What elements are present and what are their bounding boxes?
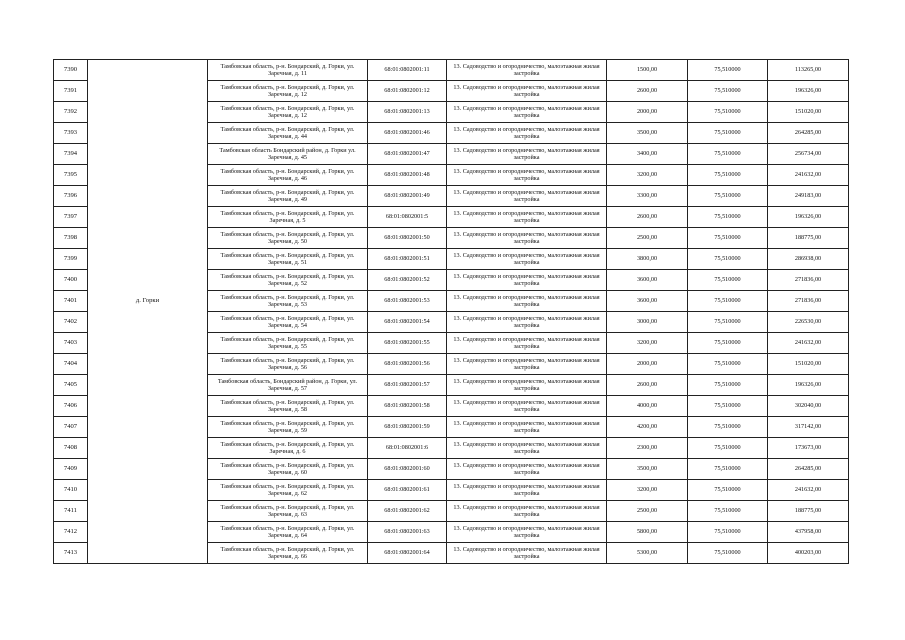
area-cell: 2600,00 bbox=[607, 81, 688, 102]
address-cell: Тамбовская область, р-н. Бондарский, д. Горки, ул. Заречная, д. 12 bbox=[208, 81, 368, 102]
locality-cell-empty bbox=[88, 396, 208, 417]
land-use-cell: 13. Садоводство и огородничество, малоэтажная жилая застройка bbox=[447, 291, 607, 312]
area-cell: 3800,00 bbox=[607, 249, 688, 270]
table-row bbox=[54, 144, 849, 165]
cadastral-number-cell: 68:01:0802001:12 bbox=[368, 81, 447, 102]
specific-value-cell: 75,510000 bbox=[688, 291, 768, 312]
specific-value-cell: 75,510000 bbox=[688, 354, 768, 375]
cadastral-number-cell: 68:01:0802001:51 bbox=[368, 249, 447, 270]
row-number-cell: 7402 bbox=[54, 312, 88, 333]
specific-value-cell: 75,510000 bbox=[688, 417, 768, 438]
address-cell: Тамбовская область, р-н. Бондарский, д. Горки, ул. Заречная, д. 54 bbox=[208, 312, 368, 333]
locality-cell-empty bbox=[88, 438, 208, 459]
specific-value-cell: 75,510000 bbox=[688, 186, 768, 207]
address-cell: Тамбовская область, р-н. Бондарский, д. Горки, ул. Заречная, д. 5 bbox=[208, 207, 368, 228]
row-number-cell: 7392 bbox=[54, 102, 88, 123]
address-cell: Тамбовская область, р-н. Бондарский, д. Горки, ул. Заречная, д. 44 bbox=[208, 123, 368, 144]
address-cell: Тамбовская область, р-н. Бондарский, д. Горки, ул. Заречная, д. 63 bbox=[208, 501, 368, 522]
table-row bbox=[54, 522, 849, 543]
cadastral-number-cell: 68:01:0802001:62 bbox=[368, 501, 447, 522]
cadastral-value-cell: 196326,00 bbox=[768, 81, 849, 102]
table-row bbox=[54, 501, 849, 522]
row-number-cell: 7400 bbox=[54, 270, 88, 291]
area-cell: 2300,00 bbox=[607, 438, 688, 459]
area-cell: 3200,00 bbox=[607, 480, 688, 501]
cadastral-value-cell: 151020,00 bbox=[768, 354, 849, 375]
cadastral-value-cell: 196326,00 bbox=[768, 207, 849, 228]
area-cell: 2600,00 bbox=[607, 375, 688, 396]
locality-cell-empty bbox=[88, 417, 208, 438]
cadastral-number-cell: 68:01:0802001:6 bbox=[368, 438, 447, 459]
area-cell: 5300,00 bbox=[607, 543, 688, 564]
area-cell: 3600,00 bbox=[607, 291, 688, 312]
cadastral-number-cell: 68:01:0802001:13 bbox=[368, 102, 447, 123]
address-cell: Тамбовская область, р-н. Бондарский, д. Горки, ул. Заречная, д. 55 bbox=[208, 333, 368, 354]
specific-value-cell: 75,510000 bbox=[688, 144, 768, 165]
specific-value-cell: 75,510000 bbox=[688, 312, 768, 333]
land-use-cell: 13. Садоводство и огородничество, малоэтажная жилая застройка bbox=[447, 459, 607, 480]
address-cell: Тамбовская область, р-н. Бондарский, д. Горки, ул. Заречная, д. 53 bbox=[208, 291, 368, 312]
address-cell: Тамбовская область, р-н. Бондарский, д. Горки, ул. Заречная, д. 56 bbox=[208, 354, 368, 375]
cadastral-number-cell: 68:01:0802001:50 bbox=[368, 228, 447, 249]
area-cell: 5800,00 bbox=[607, 522, 688, 543]
area-cell: 2000,00 bbox=[607, 102, 688, 123]
cadastral-number-cell: 68:01:0802001:49 bbox=[368, 186, 447, 207]
specific-value-cell: 75,510000 bbox=[688, 249, 768, 270]
cadastral-value-cell: 264285,00 bbox=[768, 459, 849, 480]
locality-cell-empty bbox=[88, 375, 208, 396]
address-cell: Тамбовская область, р-н. Бондарский, д. Горки, ул. Заречная, д. 59 bbox=[208, 417, 368, 438]
address-cell: Тамбовская область Бондарский район, д. Горки ул. Заречная, д. 45 bbox=[208, 144, 368, 165]
land-use-cell: 13. Садоводство и огородничество, малоэтажная жилая застройка bbox=[447, 375, 607, 396]
table-row bbox=[54, 480, 849, 501]
specific-value-cell: 75,510000 bbox=[688, 396, 768, 417]
area-cell: 2500,00 bbox=[607, 501, 688, 522]
land-use-cell: 13. Садоводство и огородничество, малоэтажная жилая застройка bbox=[447, 333, 607, 354]
table-row bbox=[54, 354, 849, 375]
area-cell: 3000,00 bbox=[607, 312, 688, 333]
land-use-cell: 13. Садоводство и огородничество, малоэтажная жилая застройка bbox=[447, 396, 607, 417]
locality-cell-empty bbox=[88, 501, 208, 522]
locality-cell-empty bbox=[88, 102, 208, 123]
specific-value-cell: 75,510000 bbox=[688, 375, 768, 396]
specific-value-cell: 75,510000 bbox=[688, 438, 768, 459]
area-cell: 4200,00 bbox=[607, 417, 688, 438]
table-row bbox=[54, 270, 849, 291]
land-use-cell: 13. Садоводство и огородничество, малоэтажная жилая застройка bbox=[447, 81, 607, 102]
area-cell: 3200,00 bbox=[607, 165, 688, 186]
locality-cell-empty bbox=[88, 333, 208, 354]
locality-cell-empty bbox=[88, 60, 208, 81]
cadastral-value-cell: 151020,00 bbox=[768, 102, 849, 123]
cadastral-value-cell: 196326,00 bbox=[768, 375, 849, 396]
cadastral-value-cell: 256734,00 bbox=[768, 144, 849, 165]
row-number-cell: 7393 bbox=[54, 123, 88, 144]
cadastral-number-cell: 68:01:0802001:55 bbox=[368, 333, 447, 354]
locality-cell-empty bbox=[88, 186, 208, 207]
cadastral-number-cell: 68:01:0802001:56 bbox=[368, 354, 447, 375]
table-row bbox=[54, 81, 849, 102]
table-row bbox=[54, 438, 849, 459]
cadastral-number-cell: 68:01:0802001:52 bbox=[368, 270, 447, 291]
cadastral-number-cell: 68:01:0802001:11 bbox=[368, 60, 447, 81]
row-number-cell: 7404 bbox=[54, 354, 88, 375]
row-number-cell: 7413 bbox=[54, 543, 88, 564]
cadastral-number-cell: 68:01:0802001:53 bbox=[368, 291, 447, 312]
cadastral-value-cell: 173673,00 bbox=[768, 438, 849, 459]
cadastral-value-cell: 113265,00 bbox=[768, 60, 849, 81]
cadastral-value-cell: 226530,00 bbox=[768, 312, 849, 333]
table-row bbox=[54, 249, 849, 270]
cadastral-number-cell: 68:01:0802001:60 bbox=[368, 459, 447, 480]
cadastral-value-cell: 188775,00 bbox=[768, 228, 849, 249]
table-row bbox=[54, 123, 849, 144]
cadastral-value-cell: 286938,00 bbox=[768, 249, 849, 270]
row-number-cell: 7396 bbox=[54, 186, 88, 207]
address-cell: Тамбовская область, р-н. Бондарский, д. Горки, ул. Заречная, д. 58 bbox=[208, 396, 368, 417]
table-row bbox=[54, 312, 849, 333]
area-cell: 3600,00 bbox=[607, 270, 688, 291]
cadastral-value-cell: 437958,00 bbox=[768, 522, 849, 543]
cadastral-value-cell: 188775,00 bbox=[768, 501, 849, 522]
area-cell: 4000,00 bbox=[607, 396, 688, 417]
row-number-cell: 7410 bbox=[54, 480, 88, 501]
specific-value-cell: 75,510000 bbox=[688, 270, 768, 291]
row-number-cell: 7407 bbox=[54, 417, 88, 438]
address-cell: Тамбовская область, р-н. Бондарский, д. Горки, ул. Заречная, д. 51 bbox=[208, 249, 368, 270]
locality-cell-empty bbox=[88, 81, 208, 102]
cadastral-value-cell: 271836,00 bbox=[768, 270, 849, 291]
area-cell: 2600,00 bbox=[607, 207, 688, 228]
cadastral-number-cell: 68:01:0802001:54 bbox=[368, 312, 447, 333]
area-cell: 3500,00 bbox=[607, 459, 688, 480]
specific-value-cell: 75,510000 bbox=[688, 543, 768, 564]
table-row bbox=[54, 102, 849, 123]
address-cell: Тамбовская область, Бондарский район, д. Горки, ул. Заречная, д. 57 bbox=[208, 375, 368, 396]
locality-cell-empty bbox=[88, 123, 208, 144]
specific-value-cell: 75,510000 bbox=[688, 60, 768, 81]
table-row bbox=[54, 60, 849, 81]
address-cell: Тамбовская область, р-н. Бондарский, д. Горки, ул. Заречная, д. 62 bbox=[208, 480, 368, 501]
table-row bbox=[54, 459, 849, 480]
locality-cell-empty bbox=[88, 207, 208, 228]
cadastral-value-cell: 241632,00 bbox=[768, 165, 849, 186]
locality-cell-empty bbox=[88, 270, 208, 291]
table-row bbox=[54, 228, 849, 249]
cadastral-value-cell: 249183,00 bbox=[768, 186, 849, 207]
table-row bbox=[54, 396, 849, 417]
land-use-cell: 13. Садоводство и огородничество, малоэтажная жилая застройка bbox=[447, 102, 607, 123]
land-use-cell: 13. Садоводство и огородничество, малоэтажная жилая застройка bbox=[447, 270, 607, 291]
locality-cell-empty bbox=[88, 459, 208, 480]
land-use-cell: 13. Садоводство и огородничество, малоэтажная жилая застройка bbox=[447, 165, 607, 186]
land-use-cell: 13. Садоводство и огородничество, малоэтажная жилая застройка bbox=[447, 438, 607, 459]
specific-value-cell: 75,510000 bbox=[688, 165, 768, 186]
table-row bbox=[54, 417, 849, 438]
table-row bbox=[54, 333, 849, 354]
locality-cell-empty bbox=[88, 522, 208, 543]
land-use-cell: 13. Садоводство и огородничество, малоэтажная жилая застройка bbox=[447, 543, 607, 564]
table-row bbox=[54, 375, 849, 396]
area-cell: 2500,00 bbox=[607, 228, 688, 249]
specific-value-cell: 75,510000 bbox=[688, 102, 768, 123]
locality-cell-empty bbox=[88, 165, 208, 186]
table-row bbox=[54, 207, 849, 228]
area-cell: 3200,00 bbox=[607, 333, 688, 354]
cadastral-value-cell: 271836,00 bbox=[768, 291, 849, 312]
row-number-cell: 7403 bbox=[54, 333, 88, 354]
cadastral-number-cell: 68:01:0802001:61 bbox=[368, 480, 447, 501]
table-row bbox=[54, 186, 849, 207]
table-row bbox=[54, 165, 849, 186]
row-number-cell: 7391 bbox=[54, 81, 88, 102]
address-cell: Тамбовская область, р-н. Бондарский, д. Горки, ул. Заречная, д. 60 bbox=[208, 459, 368, 480]
land-use-cell: 13. Садоводство и огородничество, малоэтажная жилая застройка bbox=[447, 123, 607, 144]
specific-value-cell: 75,510000 bbox=[688, 333, 768, 354]
specific-value-cell: 75,510000 bbox=[688, 207, 768, 228]
address-cell: Тамбовская область, р-н. Бондарский, д. Горки, ул. Заречная, д. 50 bbox=[208, 228, 368, 249]
land-use-cell: 13. Садоводство и огородничество, малоэтажная жилая застройка bbox=[447, 249, 607, 270]
land-use-cell: 13. Садоводство и огородничество, малоэтажная жилая застройка bbox=[447, 228, 607, 249]
cadastral-value-cell: 400203,00 bbox=[768, 543, 849, 564]
specific-value-cell: 75,510000 bbox=[688, 501, 768, 522]
address-cell: Тамбовская область, р-н. Бондарский, д. Горки, ул. Заречная, д. 11 bbox=[208, 60, 368, 81]
row-number-cell: 7399 bbox=[54, 249, 88, 270]
address-cell: Тамбовская область, р-н. Бондарский, д. Горки, ул. Заречная, д. 66 bbox=[208, 543, 368, 564]
cadastral-value-cell: 241632,00 bbox=[768, 480, 849, 501]
cadastral-number-cell: 68:01:0802001:58 bbox=[368, 396, 447, 417]
locality-cell-empty bbox=[88, 249, 208, 270]
area-cell: 2000,00 bbox=[607, 354, 688, 375]
land-use-cell: 13. Садоводство и огородничество, малоэтажная жилая застройка bbox=[447, 354, 607, 375]
address-cell: Тамбовская область, р-н. Бондарский, д. Горки, ул. Заречная, д. 6 bbox=[208, 438, 368, 459]
row-number-cell: 7398 bbox=[54, 228, 88, 249]
land-use-cell: 13. Садоводство и огородничество, малоэтажная жилая застройка bbox=[447, 312, 607, 333]
locality-cell: д. Горки bbox=[88, 291, 208, 312]
area-cell: 3500,00 bbox=[607, 123, 688, 144]
locality-cell-empty bbox=[88, 480, 208, 501]
cadastral-number-cell: 68:01:0802001:48 bbox=[368, 165, 447, 186]
specific-value-cell: 75,510000 bbox=[688, 522, 768, 543]
table-row bbox=[54, 291, 849, 312]
cadastral-number-cell: 68:01:0802001:47 bbox=[368, 144, 447, 165]
specific-value-cell: 75,510000 bbox=[688, 228, 768, 249]
cadastral-number-cell: 68:01:0802001:5 bbox=[368, 207, 447, 228]
address-cell: Тамбовская область, р-н. Бондарский, д. Горки, ул. Заречная, д. 49 bbox=[208, 186, 368, 207]
row-number-cell: 7394 bbox=[54, 144, 88, 165]
locality-cell-empty bbox=[88, 354, 208, 375]
area-cell: 1500,00 bbox=[607, 60, 688, 81]
locality-cell-empty bbox=[88, 312, 208, 333]
row-number-cell: 7397 bbox=[54, 207, 88, 228]
land-use-cell: 13. Садоводство и огородничество, малоэтажная жилая застройка bbox=[447, 144, 607, 165]
specific-value-cell: 75,510000 bbox=[688, 480, 768, 501]
row-number-cell: 7395 bbox=[54, 165, 88, 186]
table-body bbox=[54, 60, 849, 564]
cadastral-number-cell: 68:01:0802001:46 bbox=[368, 123, 447, 144]
specific-value-cell: 75,510000 bbox=[688, 81, 768, 102]
land-use-cell: 13. Садоводство и огородничество, малоэтажная жилая застройка bbox=[447, 207, 607, 228]
land-use-cell: 13. Садоводство и огородничество, малоэтажная жилая застройка bbox=[447, 417, 607, 438]
row-number-cell: 7409 bbox=[54, 459, 88, 480]
row-number-cell: 7390 bbox=[54, 60, 88, 81]
locality-cell-empty bbox=[88, 543, 208, 564]
row-number-cell: 7412 bbox=[54, 522, 88, 543]
land-use-cell: 13. Садоводство и огородничество, малоэтажная жилая застройка bbox=[447, 501, 607, 522]
address-cell: Тамбовская область, р-н. Бондарский, д. Горки, ул. Заречная, д. 52 bbox=[208, 270, 368, 291]
cadastral-number-cell: 68:01:0802001:63 bbox=[368, 522, 447, 543]
table-row bbox=[54, 543, 849, 564]
address-cell: Тамбовская область, р-н. Бондарский, д. Горки, ул. Заречная, д. 64 bbox=[208, 522, 368, 543]
cadastral-value-cell: 302040,00 bbox=[768, 396, 849, 417]
land-registry-table bbox=[53, 59, 849, 564]
address-cell: Тамбовская область, р-н. Бондарский, д. Горки, ул. Заречная, д. 46 bbox=[208, 165, 368, 186]
row-number-cell: 7408 bbox=[54, 438, 88, 459]
locality-cell-empty bbox=[88, 144, 208, 165]
row-number-cell: 7401 bbox=[54, 291, 88, 312]
cadastral-value-cell: 317142,00 bbox=[768, 417, 849, 438]
address-cell: Тамбовская область, р-н. Бондарский, д. Горки, ул. Заречная, д. 12 bbox=[208, 102, 368, 123]
cadastral-number-cell: 68:01:0802001:64 bbox=[368, 543, 447, 564]
specific-value-cell: 75,510000 bbox=[688, 459, 768, 480]
cadastral-value-cell: 264285,00 bbox=[768, 123, 849, 144]
cadastral-value-cell: 241632,00 bbox=[768, 333, 849, 354]
land-use-cell: 13. Садоводство и огородничество, малоэтажная жилая застройка bbox=[447, 480, 607, 501]
cadastral-number-cell: 68:01:0802001:57 bbox=[368, 375, 447, 396]
row-number-cell: 7411 bbox=[54, 501, 88, 522]
row-number-cell: 7406 bbox=[54, 396, 88, 417]
area-cell: 3400,00 bbox=[607, 144, 688, 165]
land-use-cell: 13. Садоводство и огородничество, малоэтажная жилая застройка bbox=[447, 60, 607, 81]
locality-cell-empty bbox=[88, 228, 208, 249]
area-cell: 3300,00 bbox=[607, 186, 688, 207]
cadastral-number-cell: 68:01:0802001:59 bbox=[368, 417, 447, 438]
specific-value-cell: 75,510000 bbox=[688, 123, 768, 144]
land-use-cell: 13. Садоводство и огородничество, малоэтажная жилая застройка bbox=[447, 186, 607, 207]
land-use-cell: 13. Садоводство и огородничество, малоэтажная жилая застройка bbox=[447, 522, 607, 543]
row-number-cell: 7405 bbox=[54, 375, 88, 396]
